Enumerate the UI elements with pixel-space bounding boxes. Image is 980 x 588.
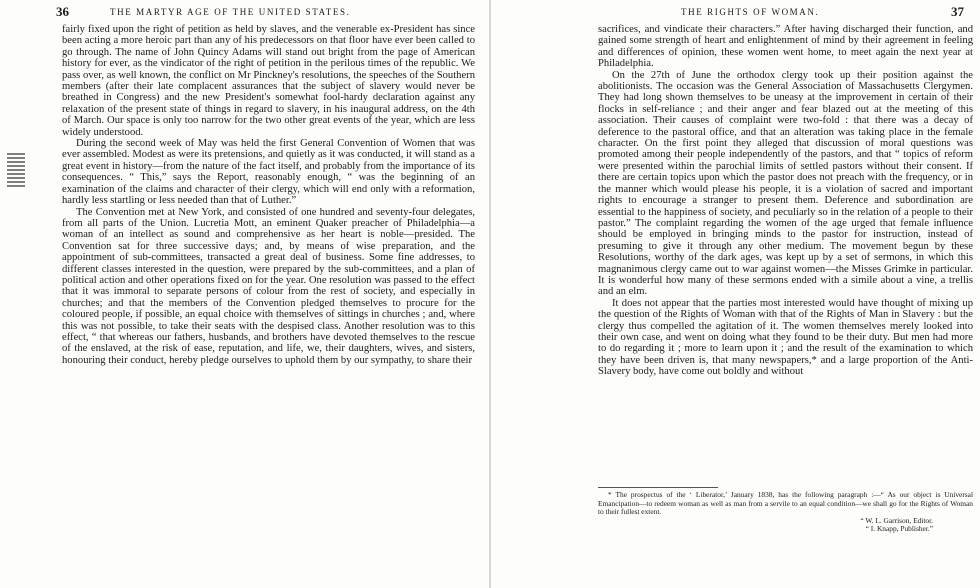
right-paragraph-2: On the 27th of June the orthodox clergy took up their position against the abolitionists. The occasion was the General Association of Massachusetts Clergymen. They had long shown themselves to be uneasy at the improvement in certain of their flocks in self-reliance ; and their anger and fear blazed out at the meeting of this association. Their causes of complaint were two-fold : that there was a decay of deference to the pastoral office, and that an alteration was taking place in the female character. On the first point they alleged that discussion of moral questions was promoted among their people independently of the pastors, and that “ topics of reform were presented within the parochial limits of settled pastors without their consent. If there are certain topics upon which the pastor does not preach with the frequency, or in the manner which would please his people, it is a violation of sacred and important rights to encourage a stranger to present them. Deference and subordination are essential to the happiness of society, and peculiarly so in the relation of a people to their pastor.” The complaint regarding the women of the age urged that female influence should be employed in bringing minds to the pastor for instruction, instead of presuming to give it through any other medium. The movement begun by these Resolutions, worthy of the dark ages, was kept up by a set of sermons, in which this magnanimous clergy came out to war against women—the Misses Grimke in particular. It is wonderful how many of these sermons ended with a simile about a vine, a trellis and an elm.: [598, 69, 973, 298]
left-text-column: [62, 24, 475, 366]
binding-stitch-icon: [5, 150, 27, 190]
left-running-title: THE MARTYR AGE OF THE UNITED STATES.: [110, 7, 351, 17]
footnote-text: * The prospectus of the ‘ Liberator,’ January 1838, has the following paragraph :—“ As our object is Universal Emancipation—to redeem woman as well as man from a servile to an equal condition—we shall go for the Rights of Woman to their fullest extent.: [598, 490, 973, 517]
right-running-title: THE RIGHTS OF WOMAN.: [681, 7, 820, 17]
right-page-header: [491, 4, 980, 22]
footnote: [598, 491, 973, 534]
footnote-rule: [598, 487, 718, 488]
footnote-signature-editor: “ W. L. Garrison, Editor.: [860, 515, 933, 525]
left-page-header: [0, 4, 489, 22]
left-paragraph-2: During the second week of May was held the first General Convention of Women that was ever assembled. Modest as were its pretensions, and quietly as it was conducted, it will stand as a great event in history—from the nature of the fact itself, and probably from the importance of its consequences. “ This,” says the Report, reasonably enough, “ was the beginning of an examination of the claims and character of their clergy, which will end only with a reformation, hardly less startling or less needed than that of Luther.”: [62, 138, 475, 207]
right-text-column: [598, 24, 973, 378]
right-page: [491, 0, 980, 588]
footnote-signatures: [598, 517, 973, 534]
footnote-signature-publisher: “ I. Knapp, Publisher.”: [865, 524, 933, 534]
left-page: [0, 0, 489, 588]
right-paragraph-1: sacrifices, and vindicate their characters.” After having discharged their function, and gained some strength of heart and enlightenment of mind by their agreement in feeling and differences of opinion, these women went home, to meet again the next year at Philadelphia.: [598, 24, 973, 70]
right-page-number: 37: [951, 4, 964, 19]
left-paragraph-3: The Convention met at New York, and consisted of one hundred and seventy-four delegates, from all parts of the Union. Lucretia Mott, an eminent Quaker preacher of Philadelphia—a woman of an intellect as sound and comprehensive as her heart is noble—presided. The Convention sat for three successive days; and, by means of wise preparation, and the appointment of sub-committees, transacted a great deal of business. Some fine addresses, to different classes interested in the question, were prepared by the sub-committees, and a plan of political action and other operations fixed on for the year. One resolution was passed to the effect that it was immoral to separate persons of colour from the rest of society, and especially in churches; and that the members of the Convention pledged themselves to procure for the coloured people, if possible, an equal choice with themselves of sittings in churches ; and, where this was not possible, to take their seats with the despised class. Another resolution was to this effect, “ that whereas our fathers, husbands, and brothers have devoted themselves to the rescue of the enslaved, at the risk of ease, reputation, and life, we, their daughters, wives, and sisters, honouring their conduct, hereby pledge ourselves to uphold them by our sympathy, to share their: [62, 206, 475, 366]
left-page-number: 36: [56, 4, 69, 19]
right-paragraph-3: It does not appear that the parties most interested would have thought of mixing up the question of the Rights of Woman with that of the Rights of Man in Slavery : but the clergy thus compelled the agitation of it. The women themselves merely looked into their own case, and went on doing what they found to be their duty. But men had more to do regarding it ; more to learn upon it ; and the result of the examination to which they have been driven is, that many newspapers,* and a large proportion of the Anti-Slavery body, have come out boldly and without: [598, 297, 973, 378]
left-paragraph-1: fairly fixed upon the right of petition as held by slaves, and the venerable ex-President has since been acting a more heroic part than any of his predecessors on that floor have ever been called to go through. The name of John Quincy Adams will stand out bright from the page of American history for ever, as the vindicator of the right of petition in the perilous times of the republic. We pass over, as well known, the conflict on Mr Pinckney's resolutions, the speeches of the Southern members (after their late complacent assurances that the subject of slavery would never be breathed in Congress) and the new President's somewhat fool-hardy declaration against any relaxation of the present state of things in regard to slavery, in his inaugural address, on the 4th of March. Our space is only too narrow for the two other great events of the year, which are less widely understood.: [62, 24, 475, 138]
